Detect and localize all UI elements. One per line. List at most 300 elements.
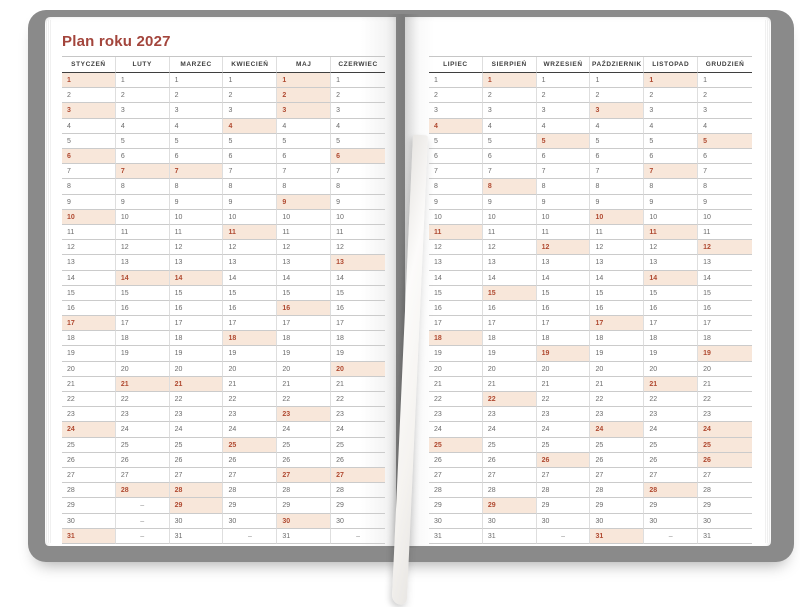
day-cell: 26	[429, 453, 483, 468]
highlighted-day-cell: 1	[277, 73, 331, 88]
day-cell: 1	[429, 73, 483, 88]
day-cell: 7	[483, 164, 537, 179]
day-cell: 19	[116, 346, 170, 361]
day-cell: 15	[644, 286, 698, 301]
day-cell: 16	[331, 301, 385, 316]
day-cell: 13	[483, 255, 537, 270]
day-cell: 6	[698, 149, 752, 164]
day-cell: 22	[429, 392, 483, 407]
highlighted-day-cell: 11	[223, 225, 277, 240]
day-cell: 30	[644, 514, 698, 529]
day-cell: 7	[590, 164, 644, 179]
highlighted-day-cell: 1	[62, 73, 116, 88]
month-header: SIERPIEŃ	[483, 57, 537, 73]
day-cell: 12	[170, 240, 224, 255]
day-cell: 21	[537, 377, 591, 392]
highlighted-day-cell: 27	[277, 468, 331, 483]
day-cell: 29	[223, 498, 277, 513]
day-cell: 5	[170, 134, 224, 149]
empty-day-cell: –	[331, 529, 385, 544]
day-cell: 27	[170, 468, 224, 483]
day-cell: 25	[116, 438, 170, 453]
day-cell: 16	[590, 301, 644, 316]
day-cell: 1	[170, 73, 224, 88]
day-cell: 8	[698, 179, 752, 194]
day-cell: 1	[223, 73, 277, 88]
highlighted-day-cell: 3	[590, 103, 644, 118]
day-cell: 26	[331, 453, 385, 468]
day-cell: 16	[223, 301, 277, 316]
day-cell: 12	[116, 240, 170, 255]
month-header: LIPIEC	[429, 57, 483, 73]
day-cell: 16	[698, 301, 752, 316]
empty-day-cell: –	[116, 498, 170, 513]
day-cell: 23	[116, 407, 170, 422]
day-cell: 13	[62, 255, 116, 270]
day-cell: 24	[429, 422, 483, 437]
highlighted-day-cell: 2	[277, 88, 331, 103]
highlighted-day-cell: 20	[331, 362, 385, 377]
highlighted-day-cell: 23	[277, 407, 331, 422]
highlighted-day-cell: 14	[116, 271, 170, 286]
day-cell: 10	[698, 210, 752, 225]
highlighted-day-cell: 14	[170, 271, 224, 286]
day-cell: 22	[116, 392, 170, 407]
day-cell: 22	[590, 392, 644, 407]
day-cell: 5	[331, 134, 385, 149]
day-cell: 18	[483, 331, 537, 346]
day-cell: 18	[590, 331, 644, 346]
highlighted-day-cell: 4	[429, 119, 483, 134]
day-cell: 23	[483, 407, 537, 422]
highlighted-day-cell: 18	[429, 331, 483, 346]
day-cell: 13	[537, 255, 591, 270]
day-cell: 5	[277, 134, 331, 149]
day-cell: 8	[116, 179, 170, 194]
day-cell: 27	[223, 468, 277, 483]
day-cell: 6	[644, 149, 698, 164]
day-cell: 20	[483, 362, 537, 377]
day-cell: 22	[170, 392, 224, 407]
day-cell: 30	[62, 514, 116, 529]
day-cell: 17	[223, 316, 277, 331]
day-cell: 28	[590, 483, 644, 498]
day-cell: 27	[62, 468, 116, 483]
day-cell: 2	[698, 88, 752, 103]
day-cell: 25	[483, 438, 537, 453]
month-header: LUTY	[116, 57, 170, 73]
day-cell: 4	[116, 119, 170, 134]
day-cell: 11	[116, 225, 170, 240]
day-cell: 13	[429, 255, 483, 270]
day-cell: 19	[429, 346, 483, 361]
day-cell: 15	[698, 286, 752, 301]
day-cell: 19	[62, 346, 116, 361]
day-cell: 31	[483, 529, 537, 544]
day-cell: 2	[537, 88, 591, 103]
month-header: MAJ	[277, 57, 331, 73]
day-cell: 12	[331, 240, 385, 255]
day-cell: 4	[170, 119, 224, 134]
day-cell: 16	[537, 301, 591, 316]
day-cell: 12	[483, 240, 537, 255]
day-cell: 30	[590, 514, 644, 529]
day-cell: 8	[644, 179, 698, 194]
day-cell: 17	[644, 316, 698, 331]
day-cell: 30	[429, 514, 483, 529]
day-cell: 31	[277, 529, 331, 544]
highlighted-day-cell: 21	[116, 377, 170, 392]
day-cell: 20	[277, 362, 331, 377]
highlighted-day-cell: 3	[62, 103, 116, 118]
day-cell: 14	[429, 271, 483, 286]
day-cell: 22	[277, 392, 331, 407]
month-header: WRZESIEŃ	[537, 57, 591, 73]
day-cell: 3	[537, 103, 591, 118]
day-cell: 4	[698, 119, 752, 134]
day-cell: 30	[223, 514, 277, 529]
day-cell: 2	[483, 88, 537, 103]
day-cell: 2	[223, 88, 277, 103]
day-cell: 14	[537, 271, 591, 286]
day-cell: 31	[429, 529, 483, 544]
empty-day-cell: –	[223, 529, 277, 544]
day-cell: 10	[331, 210, 385, 225]
day-cell: 28	[429, 483, 483, 498]
day-cell: 30	[170, 514, 224, 529]
day-cell: 12	[429, 240, 483, 255]
day-cell: 7	[277, 164, 331, 179]
day-cell: 30	[698, 514, 752, 529]
day-cell: 9	[170, 195, 224, 210]
day-cell: 24	[331, 422, 385, 437]
day-cell: 28	[277, 483, 331, 498]
day-cell: 4	[537, 119, 591, 134]
day-cell: 28	[223, 483, 277, 498]
day-cell: 27	[644, 468, 698, 483]
day-cell: 25	[331, 438, 385, 453]
day-cell: 18	[537, 331, 591, 346]
day-cell: 21	[62, 377, 116, 392]
day-cell: 6	[429, 149, 483, 164]
day-cell: 28	[62, 483, 116, 498]
highlighted-day-cell: 5	[698, 134, 752, 149]
day-cell: 22	[537, 392, 591, 407]
day-cell: 14	[277, 271, 331, 286]
day-cell: 12	[62, 240, 116, 255]
day-cell: 7	[62, 164, 116, 179]
day-cell: 22	[331, 392, 385, 407]
day-cell: 30	[483, 514, 537, 529]
day-cell: 8	[537, 179, 591, 194]
day-cell: 20	[116, 362, 170, 377]
day-cell: 4	[62, 119, 116, 134]
day-cell: 14	[223, 271, 277, 286]
day-cell: 19	[170, 346, 224, 361]
day-cell: 21	[698, 377, 752, 392]
highlighted-day-cell: 15	[483, 286, 537, 301]
day-cell: 10	[277, 210, 331, 225]
day-cell: 13	[698, 255, 752, 270]
day-cell: 27	[698, 468, 752, 483]
day-cell: 2	[644, 88, 698, 103]
day-cell: 5	[223, 134, 277, 149]
day-cell: 8	[590, 179, 644, 194]
highlighted-day-cell: 6	[62, 149, 116, 164]
day-cell: 29	[277, 498, 331, 513]
highlighted-day-cell: 24	[590, 422, 644, 437]
day-cell: 23	[644, 407, 698, 422]
highlighted-day-cell: 27	[331, 468, 385, 483]
month-header: STYCZEŃ	[62, 57, 116, 73]
day-cell: 14	[483, 271, 537, 286]
day-cell: 25	[590, 438, 644, 453]
day-cell: 19	[223, 346, 277, 361]
day-cell: 17	[277, 316, 331, 331]
highlighted-day-cell: 3	[277, 103, 331, 118]
highlighted-day-cell: 28	[170, 483, 224, 498]
highlighted-day-cell: 17	[590, 316, 644, 331]
highlighted-day-cell: 6	[331, 149, 385, 164]
highlighted-day-cell: 18	[223, 331, 277, 346]
day-cell: 5	[483, 134, 537, 149]
day-cell: 20	[698, 362, 752, 377]
day-cell: 15	[116, 286, 170, 301]
highlighted-day-cell: 7	[170, 164, 224, 179]
day-cell: 31	[170, 529, 224, 544]
highlighted-day-cell: 17	[62, 316, 116, 331]
day-cell: 1	[698, 73, 752, 88]
highlighted-day-cell: 28	[116, 483, 170, 498]
day-cell: 23	[62, 407, 116, 422]
day-cell: 17	[698, 316, 752, 331]
day-cell: 25	[62, 438, 116, 453]
day-cell: 13	[223, 255, 277, 270]
day-cell: 24	[537, 422, 591, 437]
day-cell: 16	[170, 301, 224, 316]
day-cell: 24	[170, 422, 224, 437]
day-cell: 24	[223, 422, 277, 437]
highlighted-day-cell: 22	[483, 392, 537, 407]
day-cell: 26	[62, 453, 116, 468]
day-cell: 9	[483, 195, 537, 210]
day-cell: 13	[170, 255, 224, 270]
day-cell: 8	[223, 179, 277, 194]
highlighted-day-cell: 30	[277, 514, 331, 529]
highlighted-day-cell: 7	[644, 164, 698, 179]
day-cell: 26	[483, 453, 537, 468]
day-cell: 7	[698, 164, 752, 179]
day-cell: 21	[331, 377, 385, 392]
day-cell: 13	[644, 255, 698, 270]
day-cell: 1	[537, 73, 591, 88]
day-cell: 10	[116, 210, 170, 225]
day-cell: 12	[644, 240, 698, 255]
day-cell: 29	[644, 498, 698, 513]
day-cell: 9	[644, 195, 698, 210]
highlighted-day-cell: 26	[537, 453, 591, 468]
day-cell: 23	[590, 407, 644, 422]
day-cell: 6	[590, 149, 644, 164]
day-cell: 8	[331, 179, 385, 194]
day-cell: 29	[331, 498, 385, 513]
day-cell: 4	[331, 119, 385, 134]
highlighted-day-cell: 26	[698, 453, 752, 468]
highlighted-day-cell: 19	[698, 346, 752, 361]
day-cell: 25	[537, 438, 591, 453]
day-cell: 7	[331, 164, 385, 179]
day-cell: 11	[62, 225, 116, 240]
highlighted-day-cell: 7	[116, 164, 170, 179]
day-cell: 6	[116, 149, 170, 164]
highlighted-day-cell: 5	[537, 134, 591, 149]
empty-day-cell: –	[116, 514, 170, 529]
day-cell: 16	[483, 301, 537, 316]
day-cell: 9	[590, 195, 644, 210]
highlighted-day-cell: 11	[644, 225, 698, 240]
day-cell: 21	[223, 377, 277, 392]
day-cell: 28	[331, 483, 385, 498]
day-cell: 19	[590, 346, 644, 361]
day-cell: 1	[590, 73, 644, 88]
day-cell: 10	[170, 210, 224, 225]
day-cell: 7	[223, 164, 277, 179]
highlighted-day-cell: 12	[698, 240, 752, 255]
day-cell: 29	[62, 498, 116, 513]
day-cell: 3	[698, 103, 752, 118]
day-cell: 2	[62, 88, 116, 103]
day-cell: 8	[429, 179, 483, 194]
day-cell: 11	[170, 225, 224, 240]
day-cell: 27	[429, 468, 483, 483]
day-cell: 31	[698, 529, 752, 544]
month-header: CZERWIEC	[331, 57, 385, 73]
empty-day-cell: –	[644, 529, 698, 544]
highlighted-day-cell: 31	[590, 529, 644, 544]
day-cell: 14	[698, 271, 752, 286]
highlighted-day-cell: 24	[62, 422, 116, 437]
day-cell: 11	[331, 225, 385, 240]
day-cell: 10	[223, 210, 277, 225]
day-cell: 23	[223, 407, 277, 422]
day-cell: 6	[483, 149, 537, 164]
day-cell: 21	[429, 377, 483, 392]
highlighted-day-cell: 25	[429, 438, 483, 453]
day-cell: 5	[62, 134, 116, 149]
day-cell: 5	[429, 134, 483, 149]
day-cell: 29	[429, 498, 483, 513]
day-cell: 19	[331, 346, 385, 361]
day-cell: 10	[429, 210, 483, 225]
day-cell: 14	[331, 271, 385, 286]
day-cell: 20	[590, 362, 644, 377]
day-cell: 17	[537, 316, 591, 331]
day-cell: 4	[483, 119, 537, 134]
day-cell: 5	[116, 134, 170, 149]
day-cell: 15	[537, 286, 591, 301]
day-cell: 11	[590, 225, 644, 240]
day-cell: 29	[590, 498, 644, 513]
day-cell: 5	[590, 134, 644, 149]
day-cell: 11	[537, 225, 591, 240]
day-cell: 26	[170, 453, 224, 468]
day-cell: 16	[644, 301, 698, 316]
highlighted-day-cell: 19	[537, 346, 591, 361]
day-cell: 18	[170, 331, 224, 346]
day-cell: 3	[429, 103, 483, 118]
day-cell: 22	[62, 392, 116, 407]
day-cell: 27	[116, 468, 170, 483]
page-stack-edge-right	[765, 20, 771, 543]
day-cell: 21	[483, 377, 537, 392]
day-cell: 17	[429, 316, 483, 331]
month-header: LISTOPAD	[644, 57, 698, 73]
day-cell: 24	[483, 422, 537, 437]
empty-day-cell: –	[537, 529, 591, 544]
year-grid-right	[429, 56, 752, 544]
day-cell: 19	[644, 346, 698, 361]
day-cell: 20	[429, 362, 483, 377]
day-cell: 6	[223, 149, 277, 164]
page-title: Plan roku 2027	[62, 33, 171, 50]
day-cell: 23	[331, 407, 385, 422]
day-cell: 25	[644, 438, 698, 453]
month-header: PAŹDZIERNIK	[590, 57, 644, 73]
highlighted-day-cell: 21	[170, 377, 224, 392]
day-cell: 5	[644, 134, 698, 149]
day-cell: 15	[429, 286, 483, 301]
day-cell: 9	[62, 195, 116, 210]
day-cell: 17	[170, 316, 224, 331]
day-cell: 19	[277, 346, 331, 361]
day-cell: 26	[116, 453, 170, 468]
day-cell: 18	[331, 331, 385, 346]
day-cell: 1	[331, 73, 385, 88]
day-cell: 16	[429, 301, 483, 316]
day-cell: 23	[698, 407, 752, 422]
highlighted-day-cell: 29	[483, 498, 537, 513]
day-cell: 15	[62, 286, 116, 301]
day-cell: 11	[277, 225, 331, 240]
day-cell: 9	[698, 195, 752, 210]
day-cell: 28	[537, 483, 591, 498]
day-cell: 2	[116, 88, 170, 103]
day-cell: 22	[223, 392, 277, 407]
empty-day-cell: –	[116, 529, 170, 544]
day-cell: 3	[483, 103, 537, 118]
day-cell: 24	[277, 422, 331, 437]
day-cell: 21	[590, 377, 644, 392]
day-cell: 9	[223, 195, 277, 210]
day-cell: 28	[483, 483, 537, 498]
day-cell: 4	[644, 119, 698, 134]
highlighted-day-cell: 29	[170, 498, 224, 513]
day-cell: 7	[537, 164, 591, 179]
day-cell: 22	[698, 392, 752, 407]
day-cell: 20	[223, 362, 277, 377]
highlighted-day-cell: 14	[644, 271, 698, 286]
day-cell: 7	[429, 164, 483, 179]
highlighted-day-cell: 28	[644, 483, 698, 498]
day-cell: 8	[170, 179, 224, 194]
day-cell: 26	[590, 453, 644, 468]
day-cell: 15	[277, 286, 331, 301]
day-cell: 12	[590, 240, 644, 255]
highlighted-day-cell: 10	[62, 210, 116, 225]
day-cell: 25	[277, 438, 331, 453]
day-cell: 18	[277, 331, 331, 346]
day-cell: 16	[116, 301, 170, 316]
